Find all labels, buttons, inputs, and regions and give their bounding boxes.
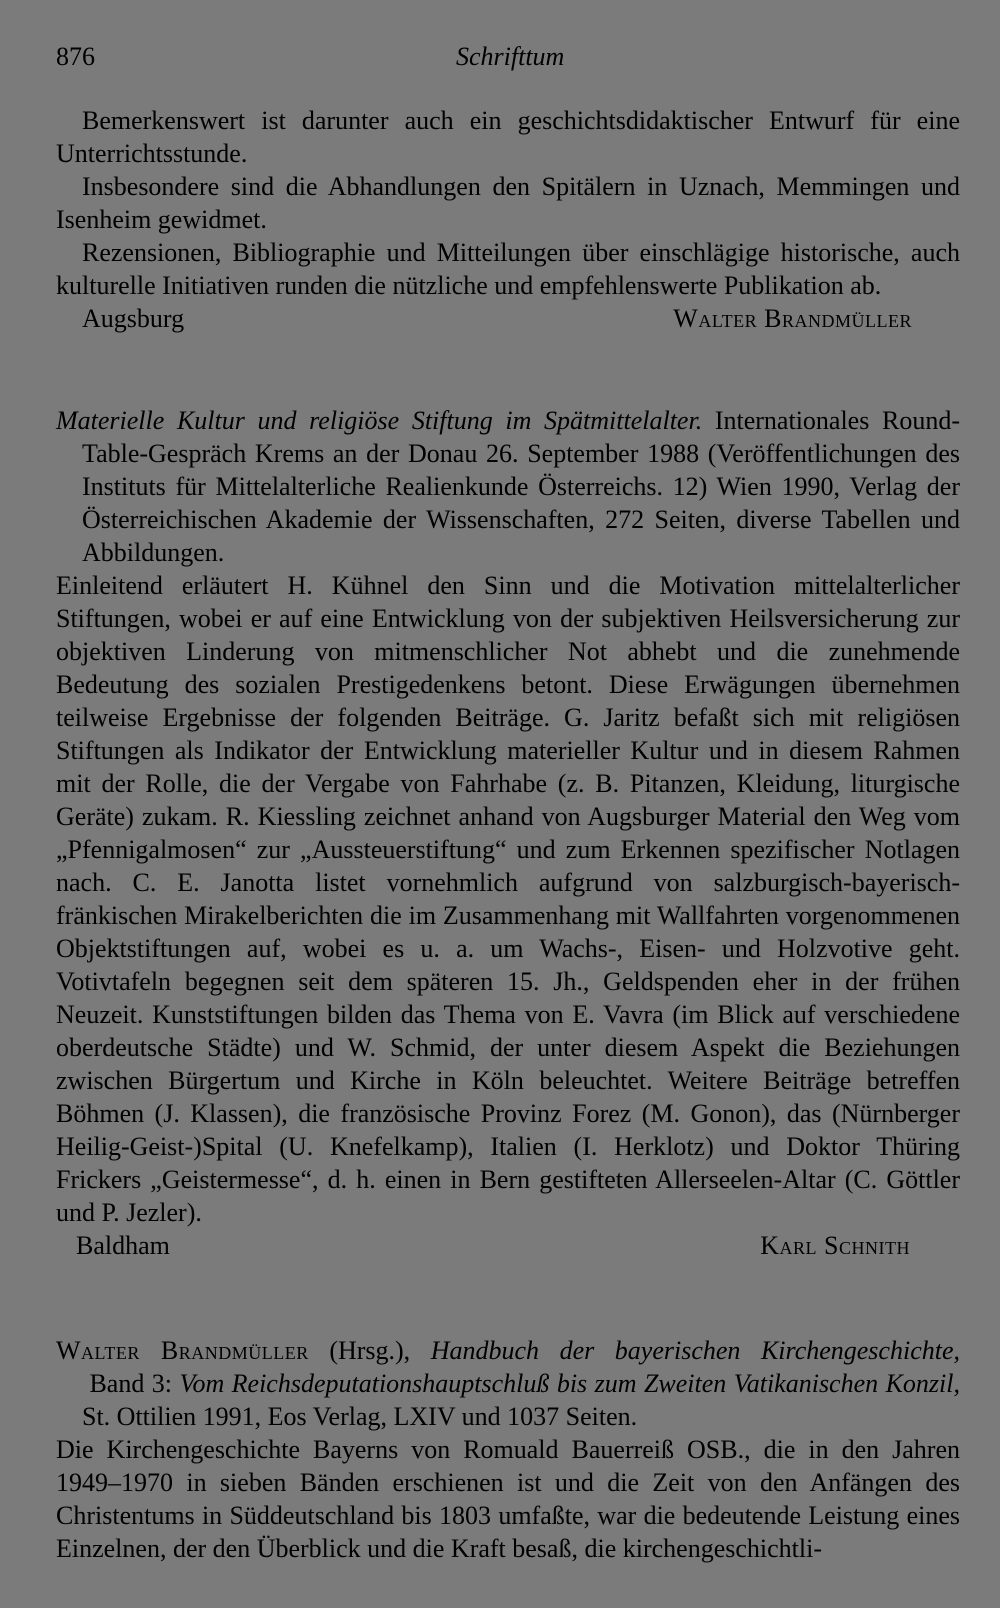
- review-1-paragraph: Insbesondere sind die Abhandlungen den Spitälern in Uznach, Memmingen und Isenheim gewidmet.: [56, 172, 960, 234]
- review-1-paragraph: Rezensionen, Bibliographie und Mitteilungen über einschlägige historische, auch kulturelle Initiativen runden die nützliche und empfehlenswerte Publikation ab.: [56, 238, 960, 300]
- review-3-title: Handbuch der bayerischen Kirchengeschichte,: [430, 1336, 960, 1365]
- review-2: [56, 404, 960, 1262]
- review-2-reviewer: Karl Schnith: [760, 1231, 910, 1260]
- review-1-signature: [56, 302, 960, 335]
- page-number: 876: [56, 42, 95, 71]
- review-3-editor: Walter Brandmüller: [56, 1336, 309, 1365]
- page-header: [56, 40, 960, 76]
- review-2-citation: Internationales Round-Table-Gespräch Krems an der Donau 26. September 1988 (Veröffentlichungen des Instituts für Mittelalterliche Realienkunde Österreichs. 12) Wien 1990, Verlag der Österreichischen Akademie der Wissenschaften, 272 Seiten, diverse Tabellen und Abbildungen.: [82, 406, 960, 567]
- review-2-body: Einleitend erläutert H. Kühnel den Sinn und die Motivation mittelalterlicher Stiftungen, wobei er auf eine Entwicklung von der subjektiven Heilsversicherung zur objektiven Linderung von mitmenschlicher Not abhebt und die zunehmende Bedeutung des sozialen Prestigedenkens betont. Diese Erwägungen übernehmen teilweise Ergebnisse der folgenden Beiträge. G. Jaritz befaßt sich mit religiösen Stiftungen als Indikator der Entwicklung materieller Kultur und in diesem Rahmen mit der Rolle, die der Vergabe von Fahrhabe (z. B. Pitanzen, Kleidung, liturgische Geräte) zukam. R. Kiessling zeichnet anhand von Augsburger Material den Weg vom „Pfennigalmosen“ zur „Aussteuerstiftung“ und zum Erkennen spezifischer Notlagen nach. C. E. Janotta listet vornehmlich aufgrund von salzburgisch-bayerisch-fränkischen Mirakelberichten die im Zusammenhang mit Wallfahrten vorgenommenen Objektstiftungen auf, wobei es u. a. um Wachs-, Eisen- und Holzvotive geht. Votivtafeln begegnen seit dem späteren 15. Jh., Geldspenden eher in der frühen Neuzeit. Kunststiftungen bilden das Thema von E. Vavra (im Blick auf verschiedene oberdeutsche Städte) und W. Schmid, der unter diesem Aspekt die Beziehungen zwischen Bürgertum und Kirche in Köln beleuchtet. Weitere Beiträge betreffen Böhmen (J. Klassen), die französische Provinz Forez (M. Gonon), das (Nürnberger Heilig-Geist-)Spital (U. Knefelkamp), Italien (I. Herklotz) und Doktor Thüring Frickers „Geistermesse“, d. h. einen in Bern gestifteten Allerseelen-Altar (C. Göttler und P. Jezler).: [56, 571, 960, 1227]
- review-3-volume-prefix: Band 3:: [82, 1369, 180, 1398]
- review-3-editor-suffix: (Hrsg.),: [308, 1336, 431, 1365]
- review-2-place: Baldham: [76, 1231, 170, 1260]
- review-3-publication: St. Ottilien 1991, Eos Verlag, LXIV und 1037 Seiten.: [82, 1402, 638, 1431]
- review-3-bibliographic-entry: [56, 1334, 960, 1433]
- review-1: [56, 104, 960, 335]
- review-2-signature: [56, 1229, 960, 1262]
- review-3: [56, 1334, 960, 1565]
- review-1-place: Augsburg: [82, 304, 185, 333]
- review-3-body: Die Kirchengeschichte Bayerns von Romuald Bauerreiß OSB., die in den Jahren 1949–1970 in sieben Bänden erschienen ist und die Zeit von den Anfängen des Christentums in Süddeutschland bis 1803 umfaßte, war die bedeutende Leistung eines Einzelnen, der den Überblick und die Kraft besaß, die kirchengeschichtli-: [56, 1435, 960, 1563]
- review-2-title: Materielle Kultur und religiöse Stiftung im Spätmittelalter.: [56, 406, 703, 435]
- review-2-bibliographic-entry: [56, 404, 960, 569]
- review-1-reviewer: Walter Brandmüller: [673, 304, 912, 333]
- review-1-paragraph: Bemerkenswert ist darunter auch ein geschichtsdidaktischer Entwurf für eine Unterrichtsstunde.: [56, 106, 960, 168]
- running-title: Schrifttum: [456, 42, 565, 71]
- review-3-volume-title: Vom Reichsdeputationshauptschluß bis zum Zweiten Vatikanischen Konzil,: [179, 1369, 960, 1398]
